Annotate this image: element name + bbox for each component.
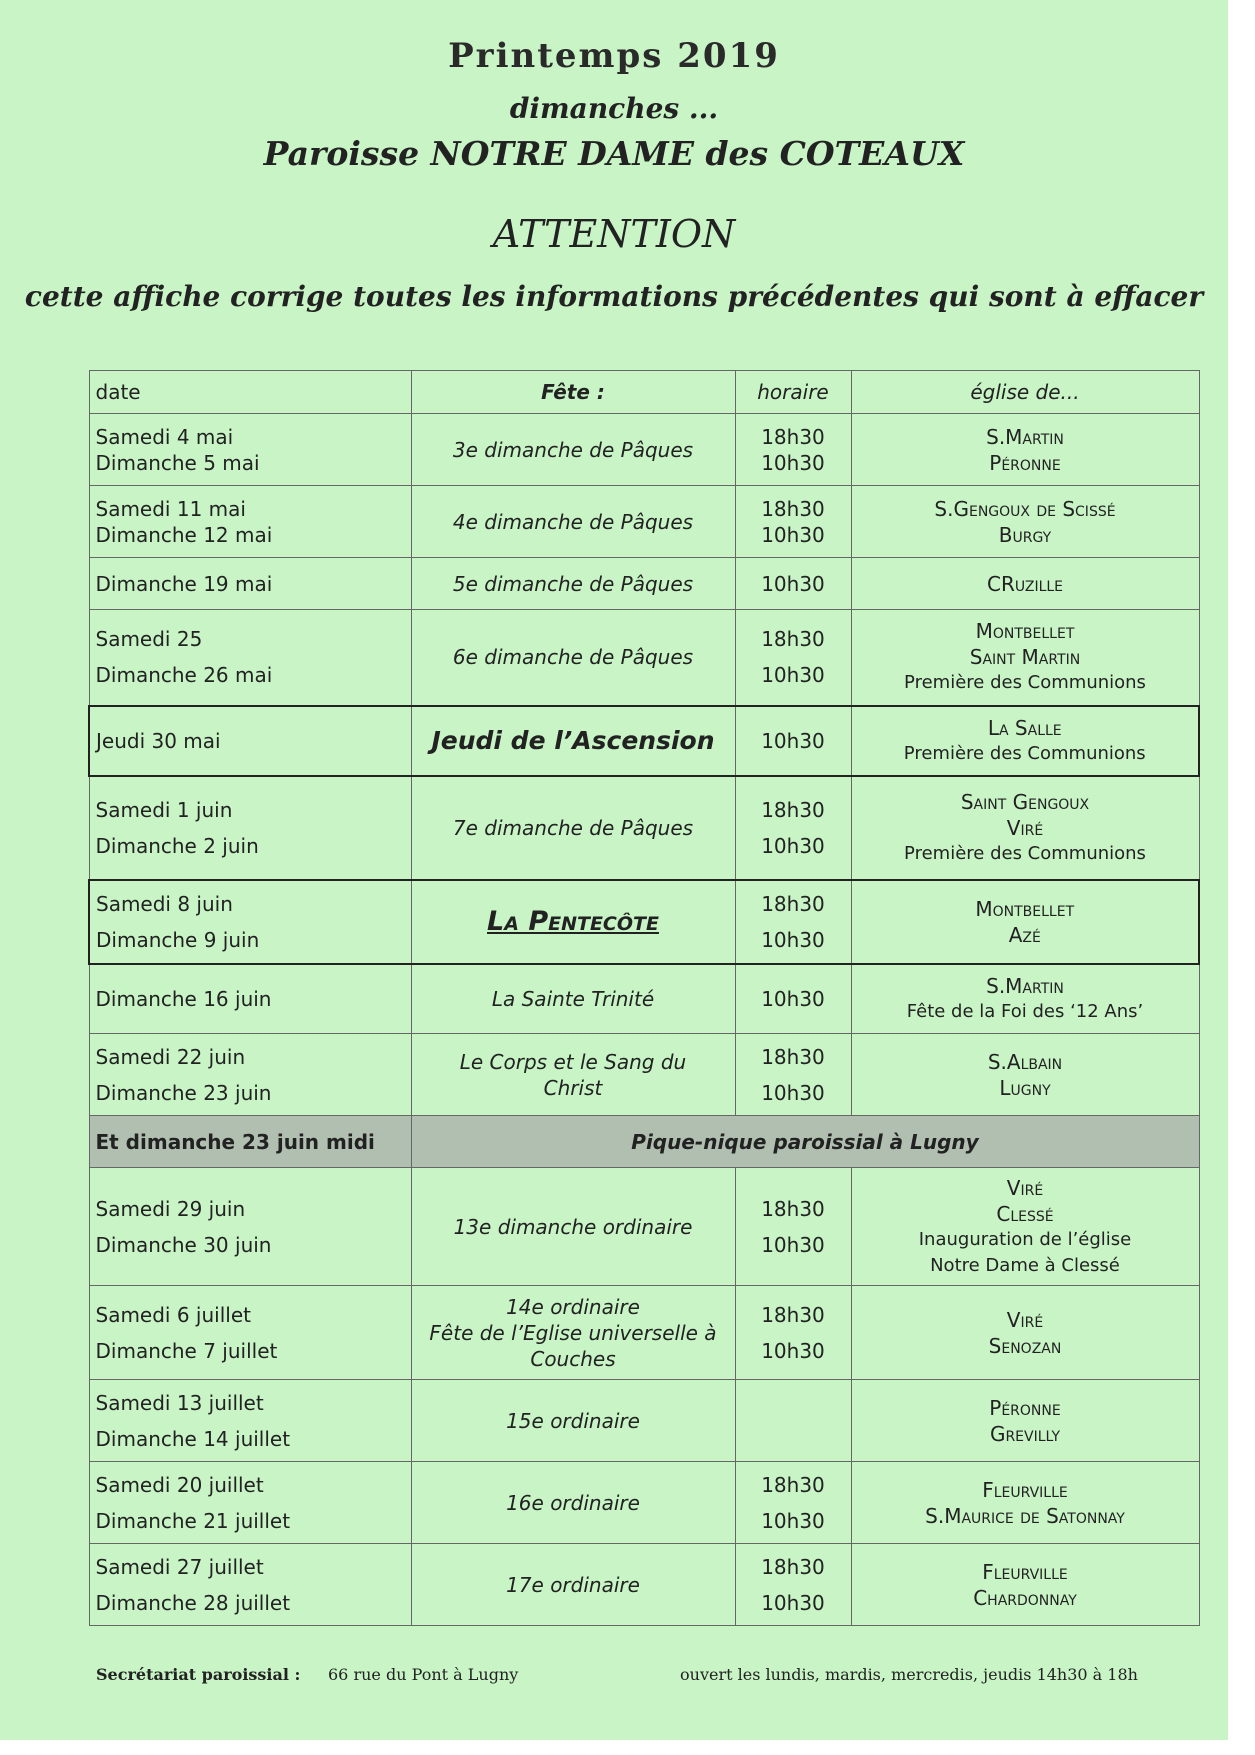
table-row <box>89 558 1199 610</box>
date-cell <box>89 1286 411 1380</box>
eglise-note: Première des Communions <box>903 742 1146 764</box>
eglise-note: Première des Communions <box>904 842 1146 864</box>
eglise-note: Notre Dame à Clessé <box>930 1254 1120 1276</box>
eglise-name: Saint Gengoux <box>960 789 1090 814</box>
spacer <box>742 1498 845 1508</box>
date-cell <box>89 1544 411 1626</box>
footer-address: 66 rue du Pont à Lugny <box>328 1665 519 1684</box>
eglise-name: Viré <box>1006 1307 1044 1332</box>
date-cell <box>89 880 411 964</box>
eglise-cell <box>851 964 1199 1034</box>
fete-cell <box>411 706 735 776</box>
eglise-name: Senozan <box>988 1333 1062 1358</box>
eglise-cell <box>851 880 1199 964</box>
spacer <box>96 1580 405 1590</box>
horaire-cell <box>735 1034 851 1116</box>
eglise-name: S.Gengoux de Scissé <box>934 496 1116 521</box>
date-text: Et dimanche 23 juin midi <box>95 1129 375 1154</box>
spacer <box>742 917 845 927</box>
spacer <box>742 823 845 833</box>
date-cell <box>89 964 411 1034</box>
horaire-text: 18h30 <box>761 627 825 652</box>
date-cell <box>89 414 411 486</box>
date-cell <box>89 1462 411 1544</box>
eglise-name: Burgy <box>998 522 1052 547</box>
horaire-text: 18h30 <box>761 1302 825 1327</box>
fete-text: 14e ordinaire <box>506 1294 640 1319</box>
table-row <box>89 486 1199 558</box>
spacer <box>96 1328 405 1338</box>
date-text: Samedi 29 juin <box>95 1196 246 1221</box>
fete-text: 6e dimanche de Pâques <box>452 645 694 670</box>
fete-cell <box>411 558 735 610</box>
date-cell <box>89 610 411 706</box>
date-cell <box>89 1168 411 1286</box>
fete-cell <box>411 486 735 558</box>
spacer <box>742 1328 845 1338</box>
horaire-text: 18h30 <box>761 891 825 916</box>
horaire-cell <box>735 1286 851 1380</box>
date-cell <box>89 1034 411 1116</box>
date-text: Samedi 11 mai <box>95 496 246 521</box>
horaire-cell <box>735 414 851 486</box>
fete-cell <box>411 1544 735 1626</box>
spacer <box>96 1498 405 1508</box>
spacer <box>742 652 845 662</box>
horaire-cell <box>735 610 851 706</box>
eglise-cell <box>851 1462 1199 1544</box>
eglise-name: Saint Martin <box>969 645 1081 670</box>
header-eglise: église de... <box>851 371 1199 414</box>
eglise-note: Inauguration de l’église <box>918 1228 1132 1250</box>
schedule-table <box>88 370 1200 1626</box>
eglise-name: Péronne <box>989 1395 1061 1420</box>
eglise-cell <box>851 1034 1199 1116</box>
fete-text: Couches <box>530 1346 616 1371</box>
eglise-note: Fête de la Foi des ‘12 Ans’ <box>906 1000 1144 1022</box>
eglise-cell <box>851 610 1199 706</box>
spacer <box>96 1416 405 1426</box>
horaire-cell <box>735 558 851 610</box>
table-row <box>89 706 1199 776</box>
eglise-name: Montbellet <box>975 896 1075 921</box>
horaire-text: 10h30 <box>761 927 825 952</box>
fete-text: 7e dimanche de Pâques <box>452 815 694 840</box>
horaire-text: 10h30 <box>761 571 825 596</box>
fete-text: Jeudi de l’Ascension <box>431 725 715 755</box>
poster-title: Printemps 2019 <box>448 36 780 76</box>
date-text: Dimanche 30 juin <box>95 1232 272 1257</box>
horaire-text: 10h30 <box>761 1508 825 1533</box>
horaire-cell <box>735 880 851 964</box>
horaire-text: 18h30 <box>761 1196 825 1221</box>
spacer <box>96 1070 405 1080</box>
fete-text: Fête de l’Eglise universelle à <box>429 1320 717 1345</box>
date-cell <box>89 558 411 610</box>
date-text: Dimanche 7 juillet <box>95 1338 278 1363</box>
parish-name: Paroisse NOTRE DAME des COTEAUX <box>263 134 965 173</box>
table-row <box>89 414 1199 486</box>
table-row <box>89 1286 1199 1380</box>
eglise-cell <box>851 558 1199 610</box>
eglise-name: Grevilly <box>989 1421 1061 1446</box>
date-text: Samedi 22 juin <box>95 1044 246 1069</box>
date-text: Dimanche 21 juillet <box>95 1508 291 1533</box>
footer-hours: ouvert les lundis, mardis, mercredis, jeudis 14h30 à 18h <box>680 1665 1138 1684</box>
fete-cell <box>411 1168 735 1286</box>
eglise-cell <box>851 486 1199 558</box>
eglise-name: Chardonnay <box>973 1585 1077 1610</box>
fete-text: Pique-nique paroissial à Lugny <box>631 1129 979 1154</box>
horaire-text: 18h30 <box>761 1044 825 1069</box>
date-cell <box>89 1380 411 1462</box>
horaire-text: 18h30 <box>761 1472 825 1497</box>
horaire-text: 10h30 <box>761 728 825 753</box>
date-text: Samedi 8 juin <box>96 891 233 916</box>
spacer <box>96 1222 405 1232</box>
spacer <box>742 1580 845 1590</box>
fete-cell <box>411 880 735 964</box>
horaire-text: 18h30 <box>761 424 825 449</box>
date-text: Dimanche 28 juillet <box>95 1590 291 1615</box>
date-text: Dimanche 14 juillet <box>95 1426 291 1451</box>
fete-cell <box>411 964 735 1034</box>
table-row <box>89 1168 1199 1286</box>
eglise-name: S.Albain <box>987 1049 1063 1074</box>
horaire-text: 10h30 <box>761 1232 825 1257</box>
eglise-name: S.Martin <box>986 973 1064 998</box>
fete-cell <box>411 776 735 880</box>
horaire-cell <box>735 706 851 776</box>
eglise-cell <box>851 706 1199 776</box>
poster-subtitle: dimanches ... <box>509 92 719 125</box>
fete-cell <box>411 610 735 706</box>
eglise-name: S.Martin <box>986 424 1064 449</box>
date-text: Samedi 25 <box>95 627 203 652</box>
eglise-name: Viré <box>1006 1175 1044 1200</box>
horaire-cell <box>735 964 851 1034</box>
spacer <box>96 917 405 927</box>
fete-text: 3e dimanche de Pâques <box>452 437 694 462</box>
eglise-cell <box>851 1380 1199 1462</box>
date-text: Dimanche 12 mai <box>95 522 273 547</box>
date-text: Dimanche 16 juin <box>95 986 272 1011</box>
fete-text: Le Corps et le Sang du <box>459 1049 687 1074</box>
eglise-name: S.Maurice de Satonnay <box>925 1503 1125 1528</box>
fete-text: La Sainte Trinité <box>491 986 655 1011</box>
date-text: Dimanche 23 juin <box>95 1080 272 1105</box>
eglise-name: Montbellet <box>975 619 1075 644</box>
horaire-cell <box>735 776 851 880</box>
date-text: Samedi 1 juin <box>95 797 233 822</box>
fete-cell <box>411 1462 735 1544</box>
table-row <box>89 1544 1199 1626</box>
horaire-text: 10h30 <box>761 1590 825 1615</box>
eglise-note: Première des Communions <box>904 672 1146 694</box>
eglise-name: Viré <box>1006 815 1044 840</box>
fete-cell <box>411 1380 735 1462</box>
fete-text: 13e dimanche ordinaire <box>453 1214 693 1239</box>
date-cell <box>89 776 411 880</box>
eglise-name: Clessé <box>996 1201 1054 1226</box>
eglise-name: Péronne <box>989 450 1061 475</box>
spacer <box>96 823 405 833</box>
fete-text: 4e dimanche de Pâques <box>452 509 694 534</box>
fete-cell <box>411 414 735 486</box>
table-row <box>89 880 1199 964</box>
date-text: Samedi 13 juillet <box>95 1390 264 1415</box>
horaire-text: 18h30 <box>761 797 825 822</box>
eglise-cell <box>851 414 1199 486</box>
table-row <box>89 776 1199 880</box>
date-text: Dimanche 26 mai <box>95 663 273 688</box>
date-text: Dimanche 2 juin <box>95 833 259 858</box>
fete-cell <box>411 1116 1199 1168</box>
fete-cell <box>411 1286 735 1380</box>
date-text: Samedi 20 juillet <box>95 1472 264 1497</box>
correction-notice: cette affiche corrige toutes les informations précédentes qui sont à effacer <box>24 280 1204 313</box>
header-date: date <box>89 371 411 414</box>
table-row <box>89 964 1199 1034</box>
horaire-text: 10h30 <box>761 1080 825 1105</box>
date-text: Dimanche 9 juin <box>96 927 260 952</box>
table-row <box>89 1034 1199 1116</box>
horaire-cell <box>735 1380 851 1462</box>
date-cell <box>89 706 411 776</box>
eglise-cell <box>851 1286 1199 1380</box>
table-header-row <box>89 371 1199 414</box>
horaire-cell <box>735 1462 851 1544</box>
eglise-name: La Salle <box>987 715 1062 740</box>
spacer <box>742 1222 845 1232</box>
header-horaire: horaire <box>735 371 851 414</box>
date-text: Jeudi 30 mai <box>96 728 221 753</box>
eglise-name: Fleurville <box>982 1559 1068 1584</box>
fete-text: 16e ordinaire <box>506 1490 640 1515</box>
table-row <box>89 1380 1199 1462</box>
eglise-cell <box>851 1544 1199 1626</box>
fete-text: 15e ordinaire <box>506 1408 640 1433</box>
horaire-text: 10h30 <box>761 663 825 688</box>
date-text: Dimanche 19 mai <box>95 571 273 596</box>
horaire-text: 10h30 <box>761 1338 825 1363</box>
horaire-text: 10h30 <box>761 986 825 1011</box>
date-cell <box>89 486 411 558</box>
table-row <box>89 1116 1199 1168</box>
horaire-text: 10h30 <box>761 450 825 475</box>
horaire-cell <box>735 1544 851 1626</box>
spacer <box>742 1070 845 1080</box>
attention-heading: ATTENTION <box>492 212 736 256</box>
fete-text: La Pentecôte <box>487 905 659 937</box>
date-text: Dimanche 5 mai <box>95 450 260 475</box>
eglise-name: Azé <box>1008 922 1041 947</box>
table-row <box>89 610 1199 706</box>
date-text: Samedi 4 mai <box>95 424 234 449</box>
fete-text: 5e dimanche de Pâques <box>452 571 694 596</box>
header-fete: Fête : <box>411 371 735 414</box>
date-text: Samedi 27 juillet <box>95 1554 264 1579</box>
horaire-text: 18h30 <box>761 496 825 521</box>
footer-label: Secrétariat paroissial : <box>96 1665 301 1684</box>
horaire-text: 10h30 <box>761 522 825 547</box>
eglise-cell <box>851 776 1199 880</box>
fete-cell <box>411 1034 735 1116</box>
fete-text: 17e ordinaire <box>506 1572 640 1597</box>
eglise-name: Fleurville <box>982 1477 1068 1502</box>
eglise-name: Lugny <box>999 1075 1051 1100</box>
date-cell <box>89 1116 411 1168</box>
horaire-cell <box>735 1168 851 1286</box>
table-row <box>89 1462 1199 1544</box>
spacer <box>96 652 405 662</box>
date-text: Samedi 6 juillet <box>95 1302 251 1327</box>
horaire-cell <box>735 486 851 558</box>
horaire-text: 10h30 <box>761 833 825 858</box>
fete-text: Christ <box>543 1075 603 1100</box>
eglise-name: CRuzille <box>986 571 1064 596</box>
horaire-text: 18h30 <box>761 1554 825 1579</box>
eglise-cell <box>851 1168 1199 1286</box>
